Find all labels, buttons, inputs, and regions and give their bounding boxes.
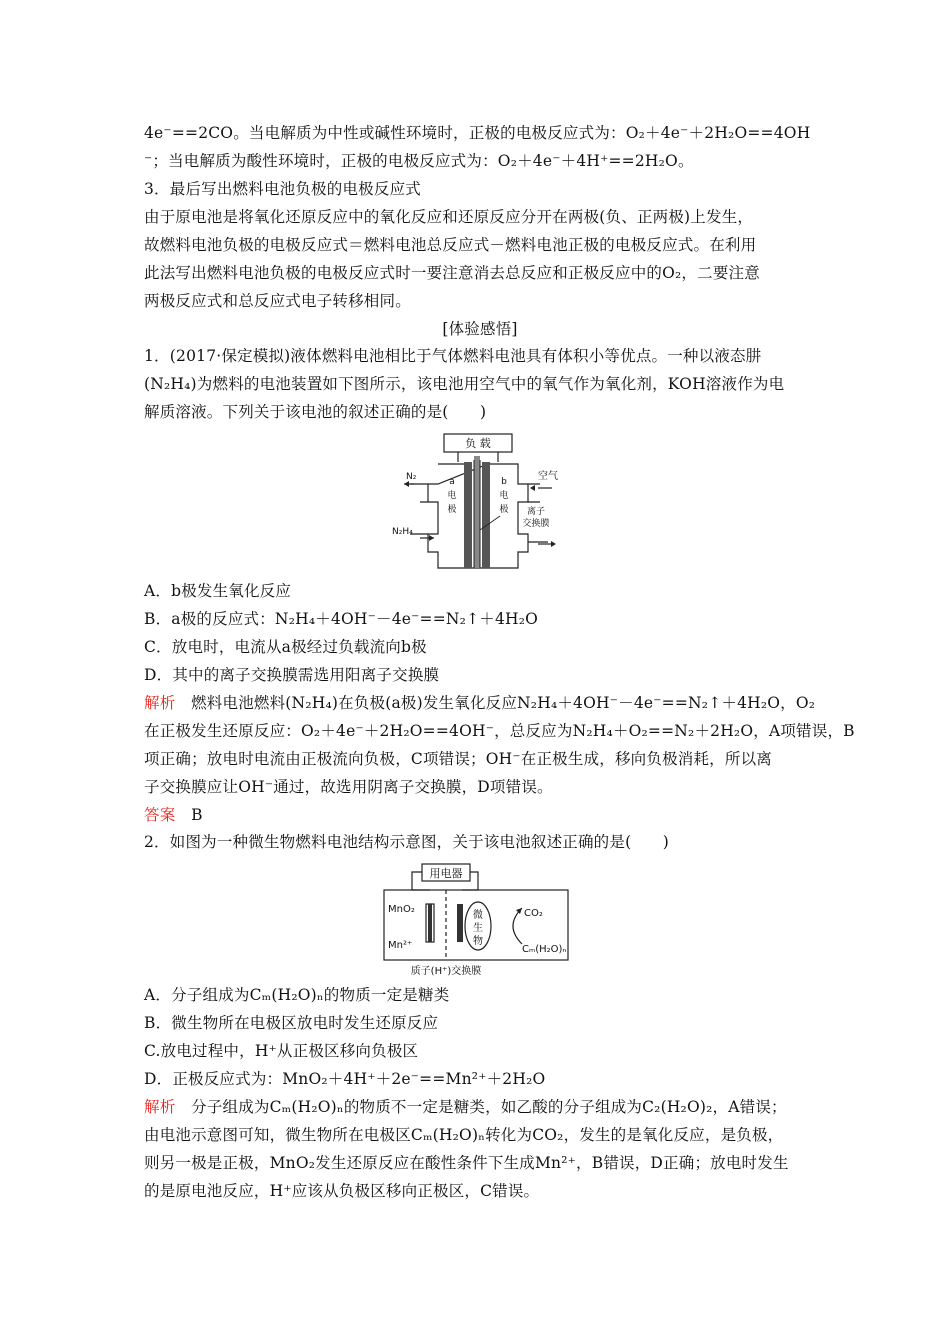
- analysis-line: 则另一极是正极，MnO₂发生还原反应在酸性条件下生成Mn²⁺，B错误，D正确；放电时发生: [144, 1154, 789, 1172]
- analysis-line: 的是原电池反应，H⁺应该从负极区移向正极区，C错误。: [144, 1182, 540, 1200]
- option-a: A．b极发生氧化反应: [144, 582, 292, 600]
- microbe-label: 微: [473, 910, 483, 921]
- option-b: B．微生物所在电极区放电时发生还原反应: [144, 1014, 439, 1032]
- question-2-line: 2．如图为一种微生物燃料电池结构示意图，关于该电池叙述正确的是( ): [144, 833, 669, 851]
- analysis-line: 子交换膜应让OH⁻通过，故选用阴离子交换膜，D项错误。: [144, 778, 553, 796]
- cmh2on-label: Cₘ(H₂O)ₙ: [522, 944, 567, 955]
- text-line: 4e⁻==2CO。当电解质为中性或碱性环境时，正极的电极反应式为：O₂＋4e⁻＋2H₂O==4OH: [144, 124, 811, 142]
- answer-line: [144, 805, 816, 825]
- a-electrode-plate: [464, 462, 472, 568]
- analysis-line: [144, 693, 816, 713]
- analysis-label: 解析: [144, 694, 176, 712]
- fuel-cell-diagram: [390, 432, 570, 572]
- option-d: D．其中的离子交换膜需选用阳离子交换膜: [144, 666, 440, 684]
- b-electrode-label: 电: [499, 491, 509, 501]
- text-line: 故燃料电池负极的电极反应式＝燃料电池总反应式－燃料电池正极的电极反应式。在利用: [144, 236, 757, 254]
- text-line: 3．最后写出燃料电池负极的电极反应式: [144, 180, 421, 198]
- analysis-line: [144, 1097, 816, 1117]
- section-heading: [体验感悟]: [442, 320, 518, 338]
- n2-label: N₂: [406, 472, 417, 482]
- option-b: B．a极的反应式：N₂H₄＋4OH⁻－4e⁻==N₂↑＋4H₂O: [144, 610, 539, 628]
- mn2-label: Mn²⁺: [388, 940, 413, 951]
- membrane-label: 离子: [526, 507, 546, 517]
- analysis-line: 项正确；放电时电流由正极流向负极，C项错误；OH⁻在正极生成，移向负极消耗，所以离: [144, 750, 772, 768]
- option-a: A．分子组成为Cₘ(H₂O)ₙ的物质一定是糖类: [144, 986, 450, 1004]
- microbe-label: 物: [473, 936, 483, 947]
- b-electrode-label: b: [501, 477, 507, 487]
- b-electrode-label: 极: [499, 505, 509, 515]
- co2-label: CO₂: [524, 908, 543, 919]
- text-line: ⁻；当电解质为酸性环境时，正极的电极反应式为：O₂＋4e⁻＋4H⁺==2H₂O。: [144, 152, 694, 170]
- membrane-label: 质子(H⁺)交换膜: [410, 966, 482, 977]
- b-electrode-plate: [482, 462, 490, 568]
- membrane-label: 交换膜: [522, 519, 550, 529]
- analysis-text: 分子组成为Cₘ(H₂O)ₙ的物质不一定是糖类，如乙酸的分子组成为C₂(H₂O)₂，A错误；: [191, 1098, 787, 1116]
- option-d: D．正极反应式为：MnO₂＋4H⁺＋2e⁻==Mn²⁺＋2H₂O: [144, 1070, 546, 1088]
- option-c: C．放电时，电流从a极经过负载流向b极: [144, 638, 427, 656]
- question-1-line: (N₂H₄)为燃料的电池装置如下图所示，该电池用空气中的氧气作为氧化剂，KOH溶液作为电: [144, 375, 785, 393]
- answer-label: 答案: [144, 806, 176, 824]
- analysis-line: 在正极发生还原反应：O₂＋4e⁻＋2H₂O==4OH⁻，总反应为N₂H₄＋O₂==N₂＋2H₂O，A项错误，B: [144, 722, 855, 740]
- text-line: 此法写出燃料电池负极的电极反应式时一要注意消去总反应和正极反应中的O₂，二要注意: [144, 264, 760, 282]
- analysis-label: 解析: [144, 1098, 176, 1116]
- microbe-electrode: [457, 904, 463, 942]
- n2h4-label: N₂H₄: [392, 527, 413, 537]
- device-label: 用电器: [429, 867, 463, 880]
- microbe-label: 生: [473, 923, 483, 934]
- a-electrode-label: a: [449, 477, 455, 487]
- text-line: 由于原电池是将氧化还原反应中的氧化反应和还原反应分开在两极(负、正两极)上发生，: [144, 208, 754, 226]
- a-electrode-label: 电: [447, 491, 457, 501]
- text-line: 两极反应式和总反应式电子转移相同。: [144, 292, 411, 310]
- load-label: 负 载: [465, 437, 491, 450]
- question-1-line: 解质溶液。下列关于该电池的叙述正确的是( ): [144, 403, 487, 421]
- air-label: 空气: [538, 471, 558, 482]
- answer-value: B: [191, 806, 203, 824]
- a-electrode-label: 极: [447, 505, 457, 515]
- option-c: C.放电过程中，H⁺从正极区移向负极区: [144, 1042, 419, 1060]
- question-1-line: 1．(2017·保定模拟)液体燃料电池相比于气体燃料电池具有体积小等优点。一种以液态肼: [144, 347, 762, 365]
- microbial-fuel-cell-diagram: [382, 860, 574, 978]
- analysis-text: 燃料电池燃料(N₂H₄)在负极(a极)发生氧化反应N₂H₄＋4OH⁻－4e⁻==N₂↑＋4H₂O，O₂: [191, 694, 816, 712]
- mno2-label: MnO₂: [388, 904, 415, 915]
- ion-exchange-membrane: [474, 456, 480, 568]
- analysis-line: 由电池示意图可知，微生物所在电极区Cₘ(H₂O)ₙ转化为CO₂，发生的是氧化反应，是负极，: [144, 1126, 784, 1144]
